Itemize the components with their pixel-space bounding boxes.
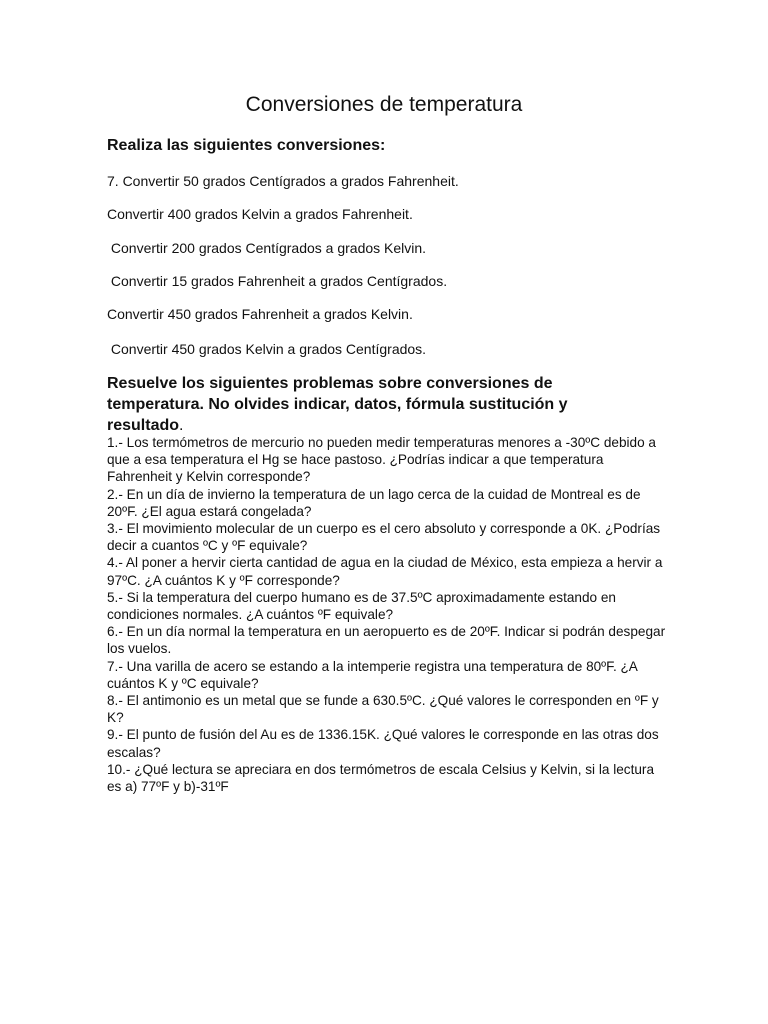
conversion-item: Convertir 200 grados Centígrados a grados Kelvin. <box>107 240 427 256</box>
problems-list <box>107 434 667 795</box>
problem-item: 4.- Al poner a hervir cierta cantidad de agua en la ciudad de México, esta empieza a hervir a 97ºC. ¿A cuántos K y ºF corresponde? <box>107 555 663 588</box>
problem-item: 6.- En un día normal la temperatura en un aeropuerto es de 20ºF. Indicar si podrán despegar los vuelos. <box>107 624 666 657</box>
conversion-item: Convertir 400 grados Kelvin a grados Fahrenheit. <box>107 206 413 222</box>
problems-heading <box>107 373 647 436</box>
problem-item: 3.- El movimiento molecular de un cuerpo es el cero absoluto y corresponde a 0K. ¿Podrías decir a cuantos ºC y ºF equivale? <box>107 521 661 554</box>
problem-item: 1.- Los termómetros de mercurio no pueden medir temperaturas menores a -30ºC debido a que a esa temperatura el Hg se hace pastoso. ¿Podrías indicar a que temperatura Fahrenheit y Kelvin corresponde? <box>107 435 656 485</box>
conversion-item: Convertir 15 grados Fahrenheit a grados Centígrados. <box>107 273 448 289</box>
problems-heading-text: Resuelve los siguientes problemas sobre conversiones de temperatura. No olvides indicar, datos, fórmula sustitución y resultado <box>107 375 568 434</box>
problem-item: 5.- Si la temperatura del cuerpo humano es de 37.5ºC aproximadamente estando en condiciones normales. ¿A cuántos ºF equivale? <box>107 589 616 623</box>
conversion-item: Convertir 450 grados Fahrenheit a grados Kelvin. <box>107 306 413 322</box>
conversion-item: 7. Convertir 50 grados Centígrados a grados Fahrenheit. <box>107 173 459 189</box>
problem-item: 10.- ¿Qué lectura se apreciara en dos termómetros de escala Celsius y Kelvin, si la lectura es a) 77ºF y b)-31ºF <box>107 761 655 795</box>
problem-item: 2.- En un día de invierno la temperatura de un lago cerca de la cuidad de Montreal es de 20ºF. ¿El agua estará congelada? <box>107 486 641 519</box>
problem-item: 8.- El antimonio es un metal que se funde a 630.5ºC. ¿Qué valores le corresponden en ºF y K? <box>107 693 659 726</box>
conversion-item: Convertir 450 grados Kelvin a grados Centígrados. <box>107 341 427 357</box>
problem-item: 7.- Una varilla de acero se estando a la intemperie registra una temperatura de 80ºF. ¿A cuántos K y ºC equivale? <box>107 658 638 691</box>
conversions-subtitle: Realiza las siguientes conversiones: <box>107 137 386 154</box>
problem-item: 9.- El punto de fusión del Au es de 1336.15K. ¿Qué valores le corresponde en las otras dos escalas? <box>107 727 659 760</box>
page-title: Conversiones de temperatura <box>245 93 523 116</box>
problems-heading-period: . <box>179 417 184 434</box>
